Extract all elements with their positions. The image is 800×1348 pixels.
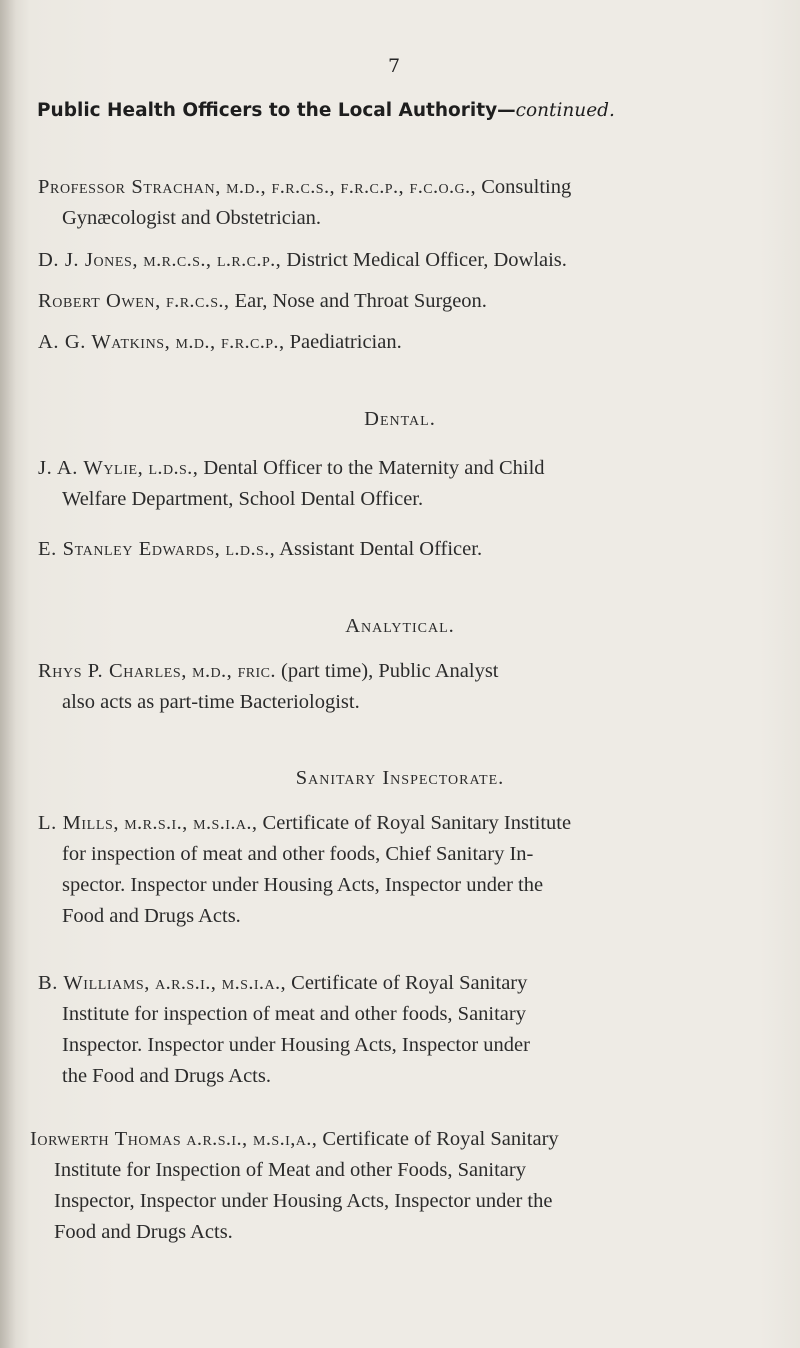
officer-role: Ear, Nose and Throat Surgeon. xyxy=(234,290,487,312)
entry-watkins xyxy=(38,327,402,358)
entry-line xyxy=(38,808,571,839)
officer-qualifications: m.d., fric. xyxy=(192,660,276,682)
entry-line xyxy=(38,286,487,317)
entry-charles xyxy=(38,656,499,718)
officer-qualifications: l.d.s., xyxy=(148,457,199,479)
officer-qualifications: m.d., f.r.c.s., f.r.c.p., f.c.o.g., xyxy=(226,176,477,198)
page-edge-shadow xyxy=(0,0,16,1348)
officer-qualifications: a.r.s.i., m.s.i.a., xyxy=(155,972,287,994)
entry-line xyxy=(38,968,530,999)
section-heading-sanitary: Sanitary Inspectorate. xyxy=(295,767,505,789)
page-heading xyxy=(37,100,615,121)
heading-suffix: continued. xyxy=(515,100,615,121)
officer-role: Paediatrician. xyxy=(289,331,402,353)
officer-qualifications: a.r.s.i., m.s.i,a., xyxy=(186,1128,318,1150)
officer-role: Assistant Dental Officer. xyxy=(279,538,483,560)
entry-continuation: Institute for inspection of meat and other foods, Sanitary xyxy=(62,1003,526,1025)
entry-continuation: Institute for Inspection of Meat and other Foods, Sanitary xyxy=(54,1159,526,1181)
entry-thomas xyxy=(30,1124,559,1248)
entry-line xyxy=(38,327,402,358)
entry-line xyxy=(38,245,567,276)
page-number: 7 xyxy=(388,55,401,77)
heading-title: Public Health Officers to the Local Authority— xyxy=(37,100,516,121)
officer-name: B. Williams, xyxy=(38,972,150,994)
officer-role: Consulting xyxy=(481,176,572,198)
officer-name: L. Mills, xyxy=(38,812,120,834)
entry-continuation: also acts as part-time Bacteriologist. xyxy=(62,691,360,713)
officer-name: Robert Owen, xyxy=(38,290,161,312)
section-heading-dental: Dental. xyxy=(364,408,436,430)
entry-jones xyxy=(38,245,567,276)
entry-line xyxy=(30,1124,559,1155)
officer-name: A. G. Watkins, xyxy=(38,331,171,353)
officer-name: Professor Strachan, xyxy=(38,176,221,198)
entry-continuation: Inspector. Inspector under Housing Acts, Inspector under xyxy=(62,1034,530,1056)
entry-continuation: Food and Drugs Acts. xyxy=(62,905,241,927)
officer-role: (part time), Public Analyst xyxy=(281,660,499,682)
entry-line xyxy=(38,453,545,484)
entry-continuation: Gynæcologist and Obstetrician. xyxy=(62,207,322,229)
entry-wylie xyxy=(38,453,545,515)
entry-line xyxy=(38,656,499,687)
entry-mills xyxy=(38,808,571,932)
officer-qualifications: f.r.c.s., xyxy=(165,290,230,312)
entry-strachan xyxy=(38,172,571,234)
entry-continuation: Inspector, Inspector under Housing Acts, Inspector under the xyxy=(54,1190,553,1212)
officer-role: Certificate of Royal Sanitary Institute xyxy=(262,812,572,834)
officer-qualifications: l.d.s., xyxy=(225,538,276,560)
entry-williams xyxy=(38,968,530,1092)
officer-name: J. A. Wylie, xyxy=(38,457,144,479)
entry-owen xyxy=(38,286,487,317)
entry-continuation: the Food and Drugs Acts. xyxy=(62,1065,271,1087)
officer-name: D. J. Jones, xyxy=(38,249,139,271)
officer-name: E. Stanley Edwards, xyxy=(38,538,221,560)
entry-line xyxy=(38,172,571,203)
officer-qualifications: m.r.s.i., m.s.i.a., xyxy=(124,812,258,834)
officer-role: District Medical Officer, Dowlais. xyxy=(286,249,567,271)
officer-role: Certificate of Royal Sanitary xyxy=(291,972,528,994)
section-heading-analytical: Analytical. xyxy=(345,615,455,637)
officer-qualifications: m.d., f.r.c.p., xyxy=(175,331,285,353)
officer-role: Dental Officer to the Maternity and Child xyxy=(203,457,545,479)
officer-role: Certificate of Royal Sanitary xyxy=(322,1128,559,1150)
entry-continuation: Food and Drugs Acts. xyxy=(54,1221,233,1243)
entry-edwards xyxy=(38,534,482,565)
officer-name: Iorwerth Thomas xyxy=(30,1128,182,1150)
entry-continuation: Welfare Department, School Dental Officer. xyxy=(62,488,424,510)
officer-qualifications: m.r.c.s., l.r.c.p., xyxy=(143,249,282,271)
entry-line xyxy=(38,534,482,565)
officer-name: Rhys P. Charles, xyxy=(38,660,188,682)
entry-continuation: spector. Inspector under Housing Acts, Inspector under the xyxy=(62,874,544,896)
entry-continuation: for inspection of meat and other foods, Chief Sanitary In- xyxy=(62,843,534,865)
